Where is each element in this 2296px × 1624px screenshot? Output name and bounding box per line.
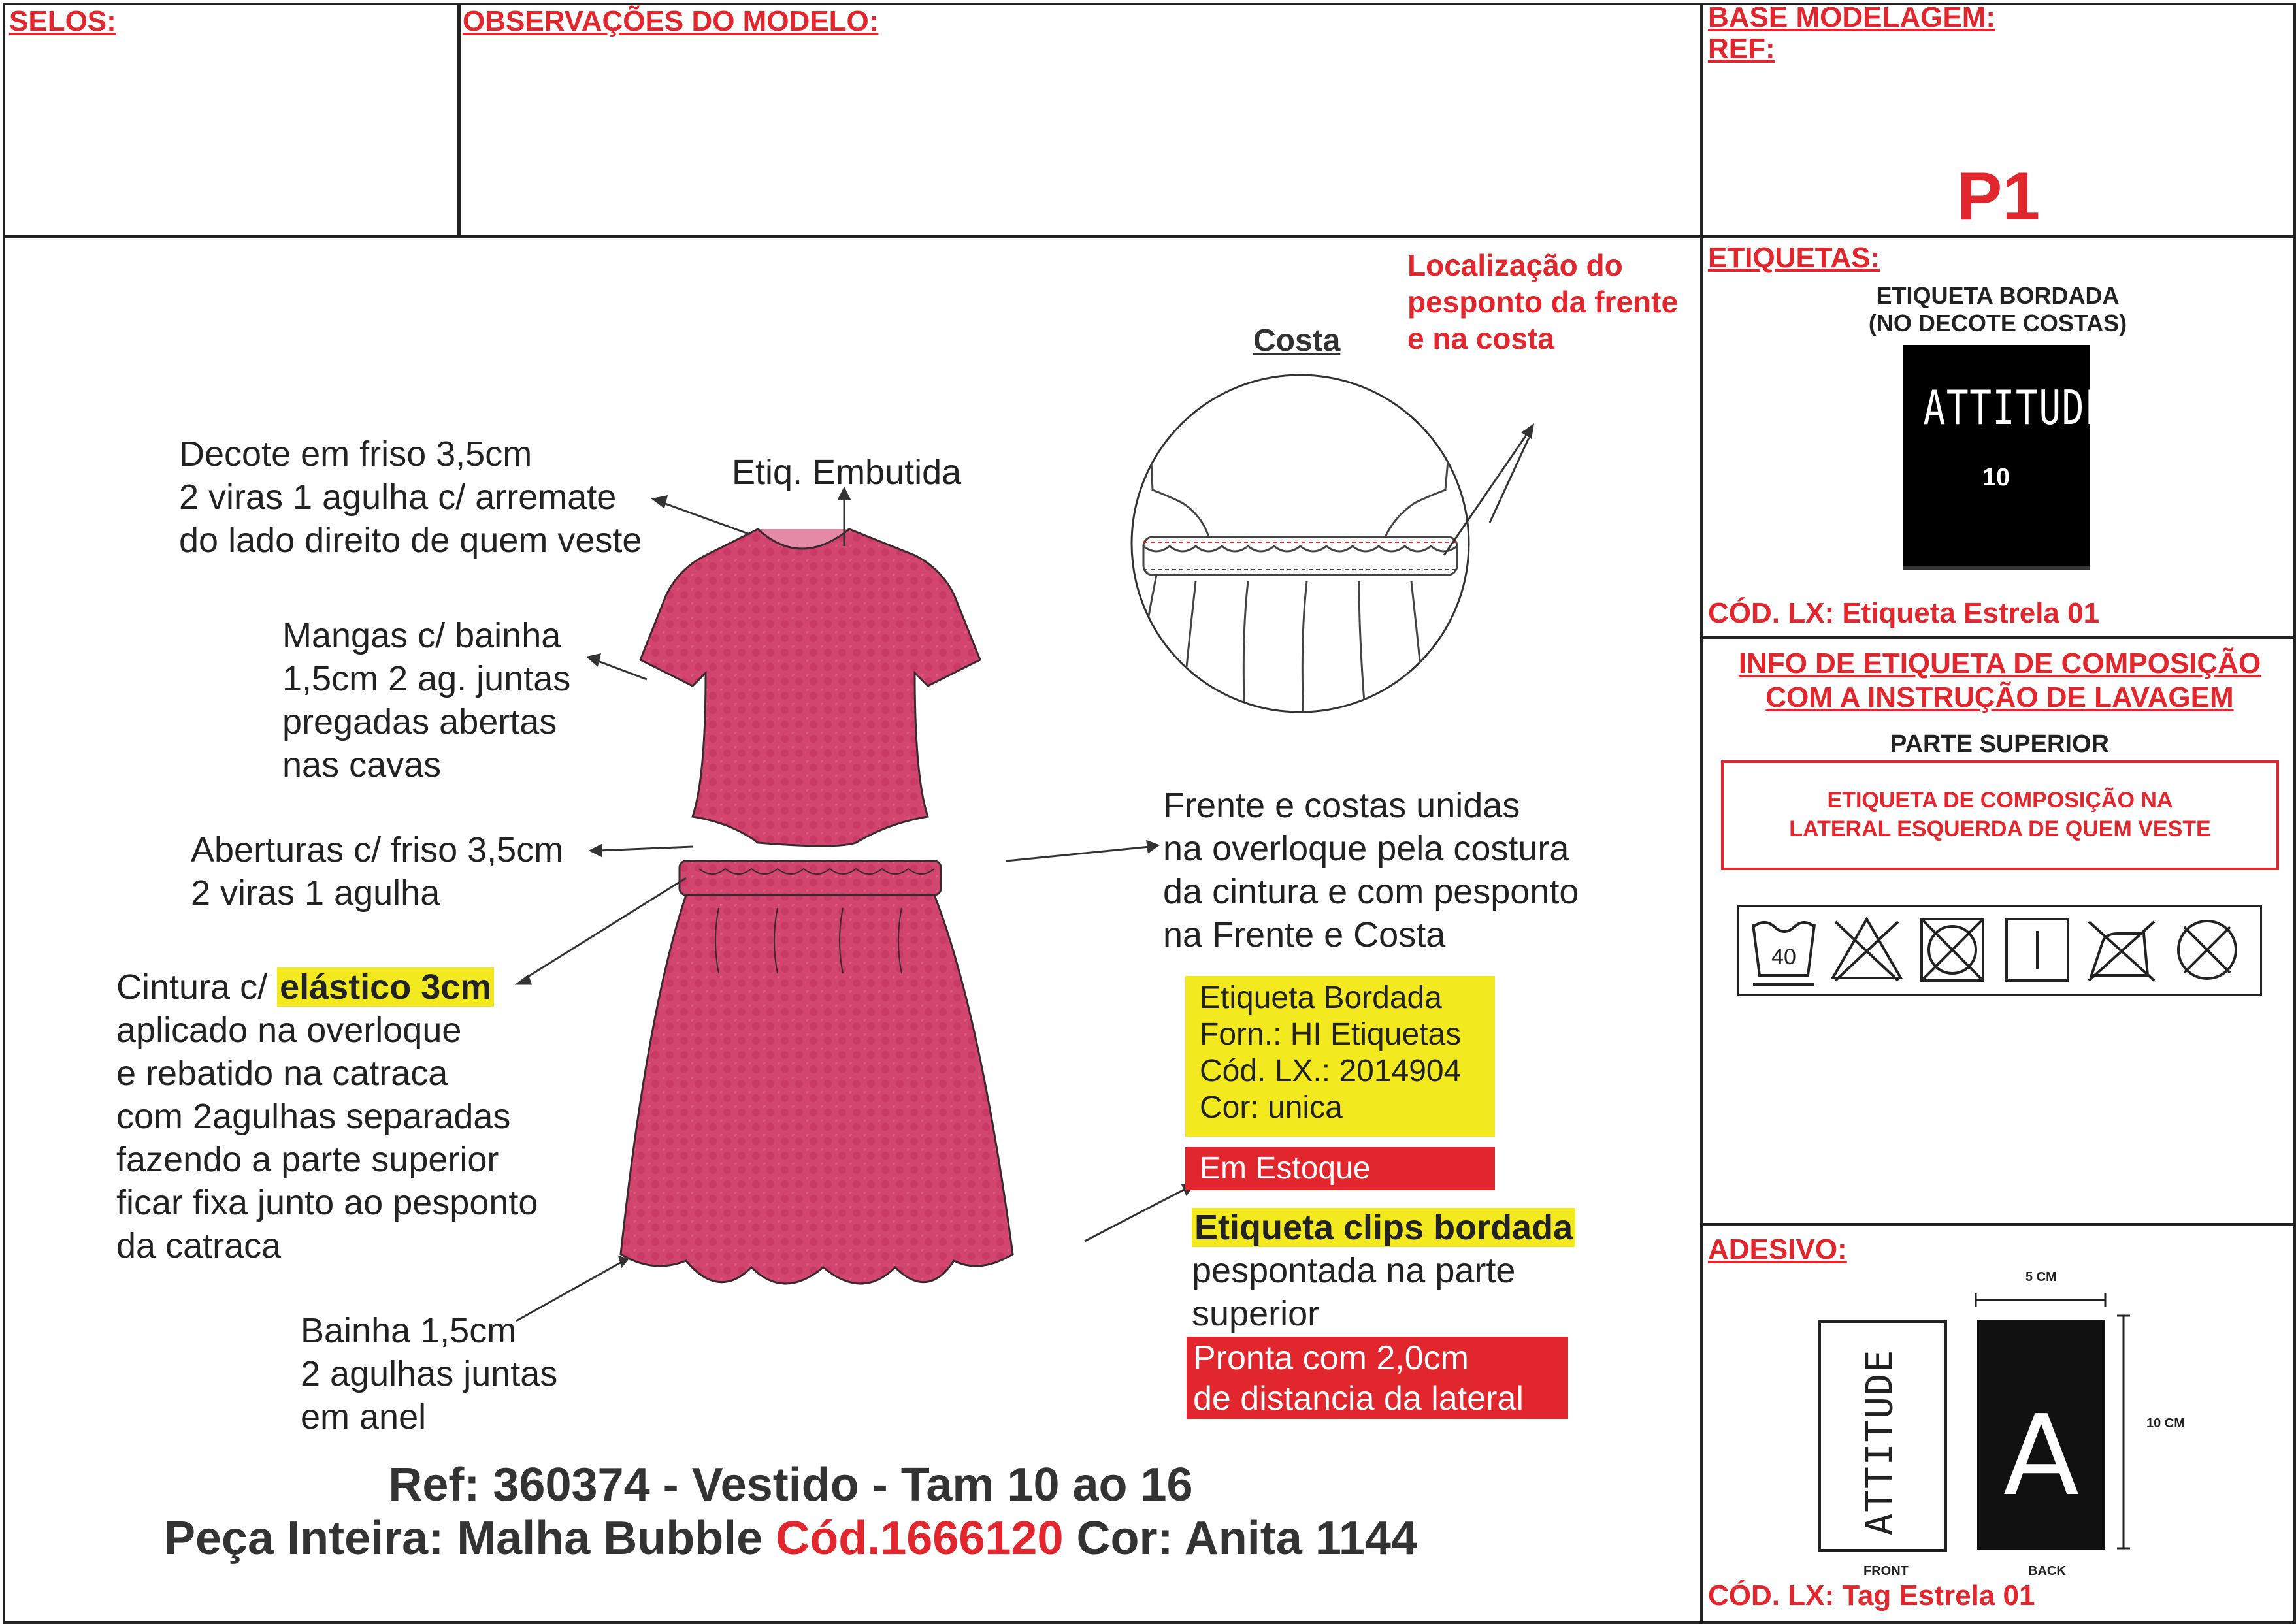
note-cintura-line5: ficar fixa junto ao pesponto [116,1183,538,1222]
note-mangas [282,614,570,787]
note-frente-line2: na overloque pela costura [1163,829,1569,868]
note-mangas-line3: pregadas abertas [282,702,557,741]
note-cintura-line2: e rebatido na catraca [116,1054,448,1093]
note-bainha-line3: em anel [301,1397,427,1437]
note-cintura-line4: fazendo a parte superior [116,1140,499,1179]
note-aberturas-line2: 2 viras 1 agulha [191,873,440,913]
composicao-box-line2: LATERAL ESQUERDA DE QUEM VESTE [1789,817,2211,841]
etiqueta-info-line2: Forn.: HI Etiquetas [1200,1017,1462,1052]
note-decote [179,432,642,562]
composicao-title-line2: COM A INSTRUÇÃO DE LAVAGEM [1765,681,2234,713]
etiqueta-code: CÓD. LX: Etiqueta Estrela 01 [1708,597,2100,629]
adesivo-front-label: FRONT [1863,1564,1909,1578]
note-bainha-line2: 2 agulhas juntas [301,1354,558,1393]
composicao-title-line1: INFO DE ETIQUETA DE COMPOSIÇÃO [1738,647,2261,679]
note-frente-line1: Frente e costas unidas [1163,786,1520,825]
em-estoque-badge: Em Estoque [1185,1147,1495,1190]
adesivo-height-label: 10 CM [2146,1416,2185,1431]
note-bainha-line1: Bainha 1,5cm [301,1311,517,1350]
base-modelagem-header: BASE MODELAGEM: [1708,1,1995,33]
adesivo-header: ADESIVO: [1708,1233,1847,1265]
divider [1700,1223,2296,1226]
etiqueta-position-label: (NO DECOTE COSTAS) [1868,310,2127,336]
adesivo-code: CÓD. LX: Tag Estrela 01 [1708,1580,2035,1612]
note-decote-line3: do lado direito de quem veste [179,521,642,560]
adesivo-back-label: BACK [2028,1564,2066,1578]
note-clips [1192,1206,1575,1335]
observacoes-header: OBSERVAÇÕES DO MODELO: [463,5,879,37]
etiqueta-info-line4: Cor: unica [1200,1090,1343,1125]
line-dry-icon [2007,919,2068,981]
note-mangas-line2: 1,5cm 2 ag. juntas [282,659,571,698]
note-cintura-highlight: elástico 3cm [277,967,494,1007]
no-iron-icon [2089,922,2154,981]
note-cintura-line6: da catraca [116,1226,282,1265]
note-cintura-prefix: Cintura c/ [116,967,278,1007]
note-aberturas [191,828,563,915]
divider [1700,636,2296,639]
footer-ref: Ref: 360374 - Vestido - Tam 10 ao 16 [388,1459,1193,1511]
no-bleach-icon [1833,919,1901,981]
note-aberturas-line1: Aberturas c/ friso 3,5cm [191,830,564,869]
note-frente-costas [1163,784,1579,956]
costa-title: Costa [1253,323,1341,358]
adesivo-width-label: 5 CM [2025,1270,2057,1284]
parte-superior-label: PARTE SUPERIOR [1890,730,2109,758]
wash-instructions [1737,905,2262,996]
note-frente-line4: na Frente e Costa [1163,915,1446,954]
etiqueta-info-box [1185,976,1495,1137]
brand-label-size: 10 [1982,464,2010,491]
etiqueta-info-line1: Etiqueta Bordada [1200,981,1442,1015]
note-cintura [116,966,538,1267]
pronta-line2: de distancia da lateral [1193,1380,1524,1418]
footer-fabric-color: Cor: Anita 1144 [1063,1512,1418,1565]
adesivo-back-letter: A [2003,1391,2080,1521]
note-frente-line3: da cintura e com pesponto [1163,872,1579,911]
note-decote-line1: Decote em friso 3,5cm [179,434,533,474]
note-mangas-line1: Mangas c/ bainha [282,616,561,655]
no-tumble-dry-icon [1922,919,1983,981]
adesivo-front-tag [1818,1320,1947,1552]
note-cintura-line3: com 2agulhas separadas [116,1097,511,1136]
footer-fabric-text: Peça Inteira: Malha Bubble [163,1512,776,1565]
adesivo-front-text: ATTITUDE [1858,1348,1901,1536]
pronta-line1: Pronta com 2,0cm [1193,1339,1469,1377]
etiqueta-bordada-label: ETIQUETA BORDADA [1876,282,2120,309]
note-decote-line2: 2 viras 1 agulha c/ arremate [179,478,617,517]
costa-location-line1: Localização do [1407,248,1623,282]
size-label: P1 [1957,159,2041,235]
brand-label-text: ATTITUDE [1923,380,2108,435]
costa-location-line3: e na costa [1407,321,1554,355]
no-dry-clean-icon [2178,921,2236,979]
etiqueta-info-line3: Cód. LX.: 2014904 [1200,1054,1462,1088]
note-etiq-embutida: Etiq. Embutida [732,453,962,492]
footer-fabric-code: Cód.1666120 [776,1512,1064,1565]
costa-location-line2: pesponto da frente [1407,285,1679,319]
pronta-badge [1187,1337,1568,1419]
etiquetas-header: ETIQUETAS: [1708,242,1880,274]
note-mangas-line4: nas cavas [282,745,442,785]
note-clips-highlight: Etiqueta clips bordada [1192,1208,1575,1247]
brand-label-image [1903,345,2108,570]
footer-fabric [131,1512,1451,1565]
wash-icons-svg [1739,907,2260,994]
note-clips-line1: pespontada na parte [1192,1251,1516,1290]
note-clips-line2: superior [1192,1294,1320,1333]
note-bainha [301,1309,557,1438]
adesivo-back-tag [1977,1320,2105,1550]
note-cintura-line1: aplicado na overloque [116,1011,462,1050]
composicao-title [1703,647,2296,715]
wash-temp-text: 40 [1771,945,1796,969]
ref-header: REF: [1708,33,1775,65]
composicao-box-line1: ETIQUETA DE COMPOSIÇÃO NA [1827,788,2173,813]
composicao-box [1721,760,2279,870]
divider [1700,3,1703,1621]
selos-header: SELOS: [9,5,116,37]
